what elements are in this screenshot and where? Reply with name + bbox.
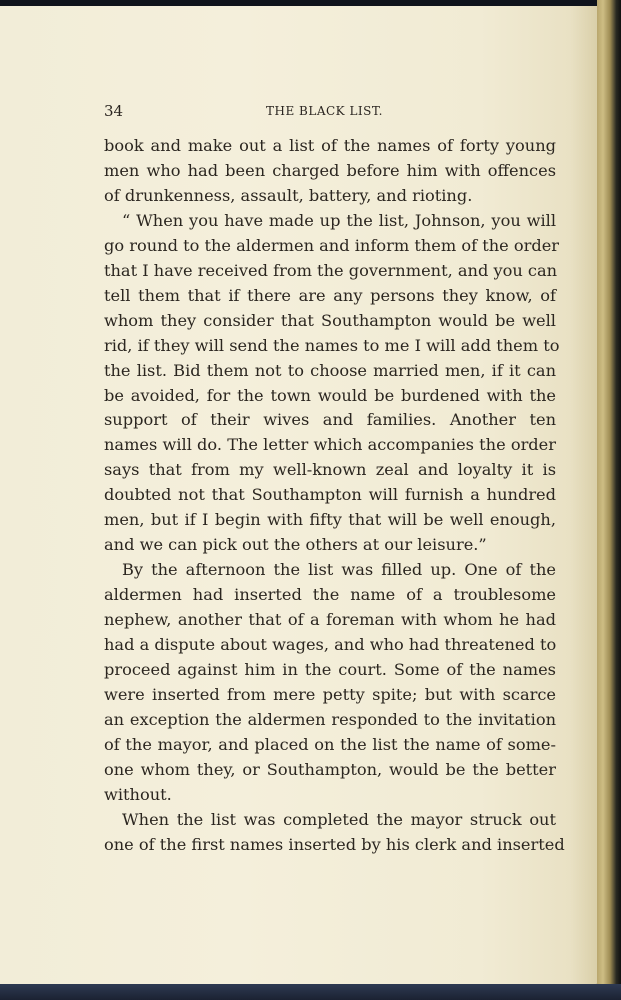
text-line: When the list was completed the mayor struck out [122, 809, 556, 829]
text-line: of the mayor, and placed on the list the name of some- [104, 734, 556, 754]
text-line: proceed against him in the court. Some of the names [104, 660, 556, 680]
text-line: and we can pick out the others at our leisure.” [104, 535, 487, 555]
text-line: were inserted from mere petty spite; but with scarce [104, 684, 556, 704]
text-line: men who had been charged before him with offences [104, 160, 556, 180]
text-line: the list. Bid them not to choose married men, if it can [104, 360, 556, 380]
page-number: 34 [104, 102, 124, 120]
text-line: that I have received from the government, and you can [104, 260, 558, 280]
text-line: By the afternoon the list was filled up. One of the [122, 560, 556, 580]
text-line: whom they consider that Southampton would be well [104, 310, 556, 330]
text-line: an exception the aldermen responded to the invitation [104, 709, 556, 729]
text-line: rid, if they will send the names to me I will add them to [104, 335, 560, 355]
text-line: says that from my well-known zeal and loyalty it is [104, 460, 556, 480]
text-line: “ When you have made up the list, Johnson, you will [122, 210, 556, 230]
text-line: without. [104, 784, 172, 804]
text-line: doubted not that Southampton will furnish a hundred [104, 485, 556, 505]
text-line: go round to the aldermen and inform them of the order [104, 235, 560, 255]
text-line: names will do. The letter which accompanies the order [104, 435, 556, 455]
text-line: one whom they, or Southampton, would be the better [104, 759, 556, 779]
running-head: THE BLACK LIST. [266, 104, 383, 118]
text-line: men, but if I begin with fifty that will be well enough, [104, 510, 556, 530]
book-page [0, 6, 600, 984]
text-line: tell them that if there are any persons they know, of [104, 285, 556, 305]
text-line: of drunkenness, assault, battery, and rioting. [104, 185, 473, 205]
text-line: be avoided, for the town would be burdened with the [104, 385, 556, 405]
text-line: support of their wives and families. Another ten [104, 410, 556, 430]
page-header [104, 102, 554, 124]
text-line: nephew, another that of a foreman with whom he had [104, 610, 556, 630]
text-line: aldermen had inserted the name of a troublesome [104, 585, 556, 605]
book-page-edge [597, 0, 621, 1000]
text-line: one of the first names inserted by his clerk and inserted [104, 834, 565, 854]
scan-bottom-border [0, 984, 621, 1000]
text-line: had a dispute about wages, and who had threatened to [104, 635, 557, 655]
page-body-text [104, 134, 565, 858]
text-line: book and make out a list of the names of forty young [104, 136, 556, 155]
